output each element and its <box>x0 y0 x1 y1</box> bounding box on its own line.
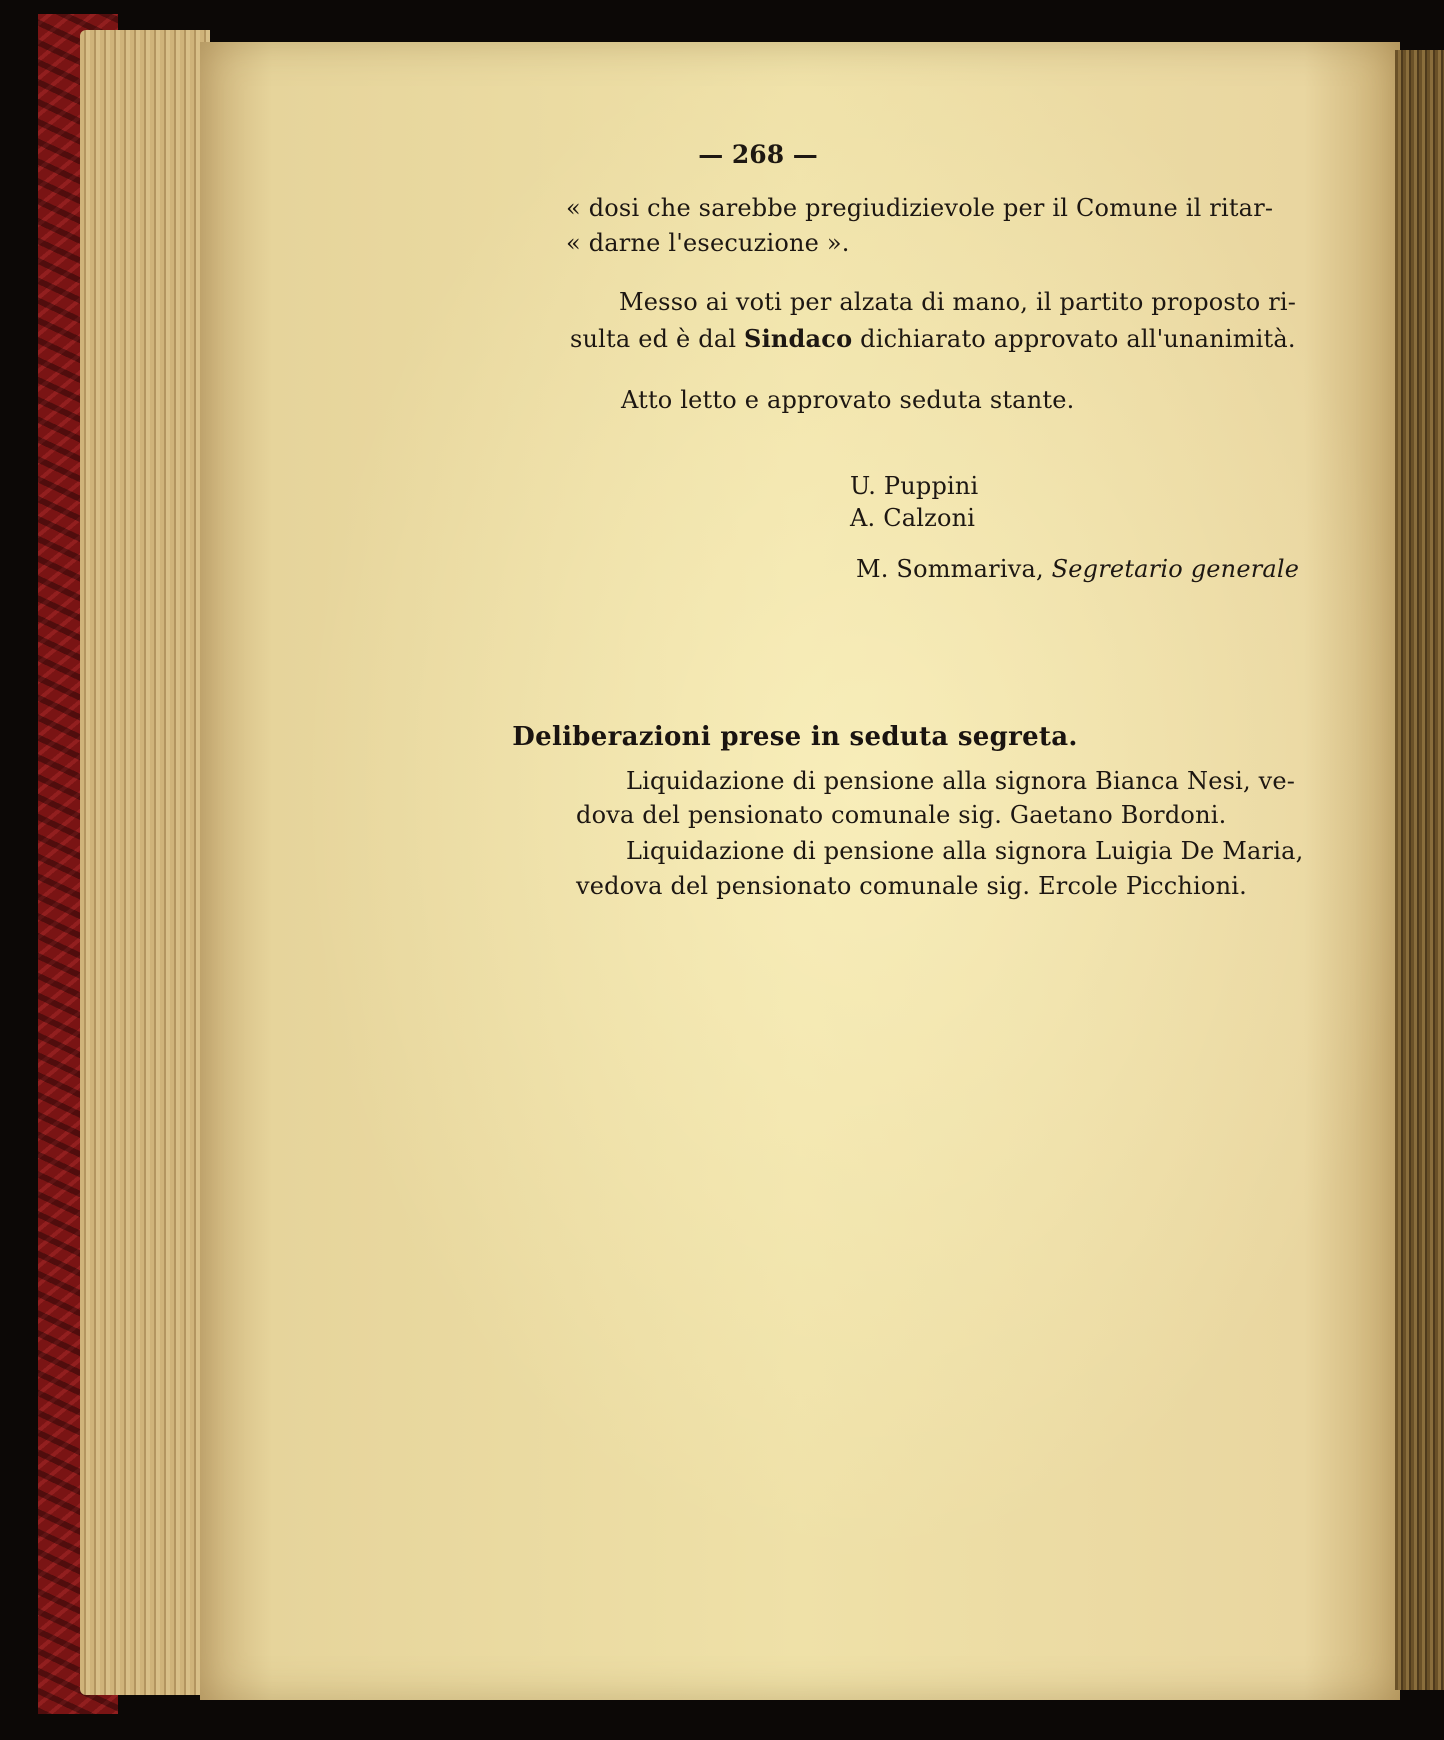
paragraph-2-text-start: sulta ed è dal <box>570 325 745 353</box>
signature-sommariva-name: M. Sommariva, <box>856 555 1044 583</box>
item-2-line-2: vedova del pensionato comunale sig. Ercole Picchioni. <box>576 872 1247 900</box>
paragraph-1-line-2: « darne l'esecuzione ». <box>566 229 850 257</box>
right-page-edge <box>1395 50 1444 1690</box>
signature-sommariva-title: Segretario generale <box>1051 555 1300 583</box>
item-1-line-2: dova del pensionato comunale sig. Gaetano Bordoni. <box>576 801 1227 829</box>
page-edges <box>80 30 210 1695</box>
paragraph-2-line-1: Messo ai voti per alzata di mano, il partito proposto ri- <box>619 288 1297 316</box>
signature-sommariva <box>856 552 1299 587</box>
paragraph-3: Atto letto e approvato seduta stante. <box>621 386 1075 414</box>
item-1-line-1: Liquidazione di pensione alla signora Bianca Nesi, ve- <box>626 767 1296 795</box>
section-heading: Deliberazioni prese in seduta segreta. <box>512 722 1078 752</box>
paragraph-1-line-1: « dosi che sarebbe pregiudizievole per il Comune il ritar- <box>566 194 1274 222</box>
signature-calzoni: A. Calzoni <box>850 504 976 532</box>
paragraph-2-line-2 <box>570 321 1296 357</box>
book-page <box>200 42 1400 1700</box>
signature-puppini: U. Puppini <box>850 472 979 500</box>
page-number: — 268 — <box>698 140 818 169</box>
paragraph-2-text-end: dichiarato approvato all'unanimità. <box>852 325 1296 353</box>
item-2-line-1: Liquidazione di pensione alla signora Luigia De Maria, <box>626 837 1304 865</box>
sindaco-bold: Sindaco <box>744 324 853 353</box>
